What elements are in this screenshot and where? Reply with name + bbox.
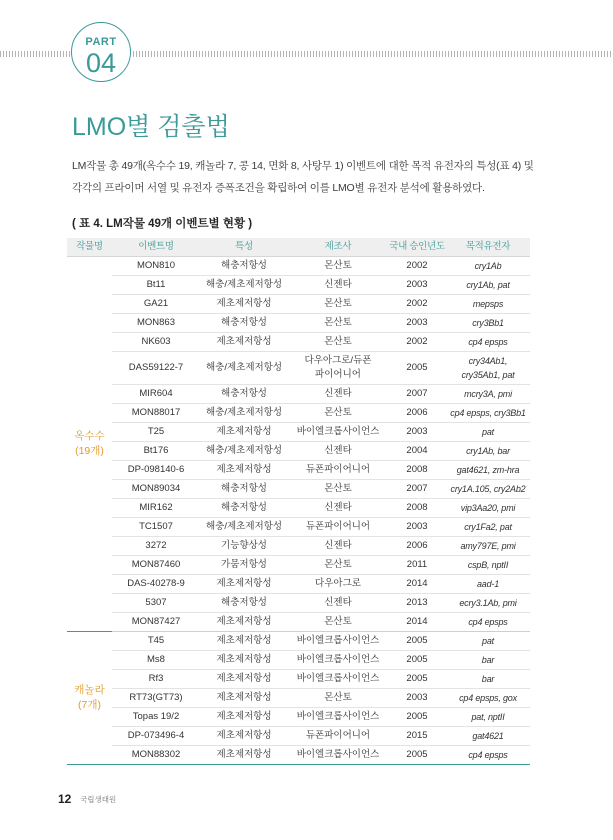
approval-year-cell: 2005: [388, 746, 446, 765]
developer-cell: 몬산토: [288, 295, 388, 314]
developer-cell: 신젠타: [288, 537, 388, 556]
event-name-cell: NK603: [112, 333, 200, 352]
target-gene-cell: ecry3.1Ab, pmi: [446, 594, 530, 613]
crop-event-count: (7개): [78, 699, 101, 711]
developer-cell: 몬산토: [288, 480, 388, 499]
target-gene-cell: cspB, nptII: [446, 556, 530, 575]
trait-cell: 제초제저항성: [200, 632, 288, 651]
target-gene-cell: cp4 epsps: [446, 333, 530, 352]
trait-cell: 해충/제초제저항성: [200, 276, 288, 295]
developer-cell: 듀폰파이어니어: [288, 727, 388, 746]
developer-cell: 듀폰파이어니어: [288, 518, 388, 537]
header-developer: 제조사: [288, 238, 388, 257]
paragraph-line: LM작물 총 49개(옥수수 19, 캐놀라 7, 콩 14, 면화 8, 사탕무 1) 이벤트에 대한 목적 유전자의 특성(표 4) 및: [72, 160, 534, 172]
approval-year-cell: 2013: [388, 594, 446, 613]
event-name-cell: MON89034: [112, 480, 200, 499]
event-name-cell: GA21: [112, 295, 200, 314]
approval-year-cell: 2007: [388, 385, 446, 404]
event-name-cell: Rf3: [112, 670, 200, 689]
event-name-cell: Bt176: [112, 442, 200, 461]
trait-cell: 제초제저항성: [200, 670, 288, 689]
header-trait: 특성: [200, 238, 288, 257]
target-gene-cell: pat: [446, 632, 530, 651]
target-gene-cell: gat4621, zm-hra: [446, 461, 530, 480]
approval-year-cell: 2006: [388, 404, 446, 423]
developer-cell: 바이엘크롭사이언스: [288, 651, 388, 670]
approval-year-cell: 2005: [388, 708, 446, 727]
paragraph-line: 각각의 프라이머 서열 및 유전자 증폭조건을 확립하여 이를 LMO별 유전자 분석에 활용하였다.: [72, 182, 485, 194]
target-gene-cell: pat: [446, 423, 530, 442]
trait-cell: 제초제저항성: [200, 746, 288, 765]
table-row: [67, 352, 530, 385]
approval-year-cell: 2014: [388, 613, 446, 632]
approval-year-cell: 2002: [388, 295, 446, 314]
dotted-rule-right: [133, 51, 613, 57]
approval-year-cell: 2005: [388, 632, 446, 651]
approval-year-cell: 2007: [388, 480, 446, 499]
table-row: [67, 480, 530, 499]
target-gene-cell: pat, nptII: [446, 708, 530, 727]
table-row: [67, 518, 530, 537]
crop-name-cell: [67, 257, 112, 632]
approval-year-cell: 2006: [388, 537, 446, 556]
header-crop: 작물명: [67, 238, 112, 257]
target-gene-cell: vip3Aa20, pmi: [446, 499, 530, 518]
header-event: 이벤트명: [112, 238, 200, 257]
approval-year-cell: 2003: [388, 689, 446, 708]
developer-cell: 신젠타: [288, 385, 388, 404]
table-row: [67, 442, 530, 461]
trait-cell: 제초제저항성: [200, 423, 288, 442]
event-name-cell: MIR162: [112, 499, 200, 518]
event-name-cell: 5307: [112, 594, 200, 613]
event-name-cell: MON87427: [112, 613, 200, 632]
target-gene-cell: cp4 epsps: [446, 746, 530, 765]
trait-cell: 해충/제초제저항성: [200, 442, 288, 461]
target-gene-cell: cry1A.105, cry2Ab2: [446, 480, 530, 499]
developer-cell: 바이엘크롭사이언스: [288, 670, 388, 689]
table-row: [67, 613, 530, 632]
approval-year-cell: 2011: [388, 556, 446, 575]
developer-cell: 몬산토: [288, 556, 388, 575]
header-approval-year: 국내 승인년도: [388, 238, 446, 257]
trait-cell: 기능향상성: [200, 537, 288, 556]
crop-name: 옥수수: [74, 430, 105, 442]
crop-name: 캐놀라: [74, 684, 105, 696]
trait-cell: 가뭄저항성: [200, 556, 288, 575]
approval-year-cell: 2015: [388, 727, 446, 746]
developer-cell: 몬산토: [288, 257, 388, 276]
table-body: [67, 257, 530, 765]
target-gene-cell: mepsps: [446, 295, 530, 314]
trait-cell: 해충저항성: [200, 314, 288, 333]
trait-cell: 해충/제초제저항성: [200, 352, 288, 385]
lm-event-table: [67, 238, 530, 765]
table-row: [67, 499, 530, 518]
event-name-cell: 3272: [112, 537, 200, 556]
table-caption: ( 표 4. LM작물 49개 이벤트별 현황 ): [72, 218, 253, 230]
approval-year-cell: 2003: [388, 276, 446, 295]
developer-cell: 바이엘크롭사이언스: [288, 746, 388, 765]
table-row: [67, 257, 530, 276]
approval-year-cell: 2014: [388, 575, 446, 594]
target-gene-cell: cry1Ab: [446, 257, 530, 276]
developer-cell: 몬산토: [288, 333, 388, 352]
trait-cell: 해충/제초제저항성: [200, 404, 288, 423]
table-row: [67, 575, 530, 594]
approval-year-cell: 2005: [388, 670, 446, 689]
event-name-cell: DAS59122-7: [112, 352, 200, 385]
target-gene-cell: cry34Ab1, cry35Ab1, pat: [446, 352, 530, 385]
target-gene-cell: cry1Ab, bar: [446, 442, 530, 461]
approval-year-cell: 2002: [388, 333, 446, 352]
trait-cell: 해충저항성: [200, 385, 288, 404]
table-row: [67, 651, 530, 670]
table-row: [67, 689, 530, 708]
target-gene-cell: mcry3A, pmi: [446, 385, 530, 404]
event-name-cell: DP-098140-6: [112, 461, 200, 480]
event-name-cell: Ms8: [112, 651, 200, 670]
trait-cell: 제초제저항성: [200, 295, 288, 314]
trait-cell: 제초제저항성: [200, 708, 288, 727]
target-gene-cell: amy797E, pmi: [446, 537, 530, 556]
trait-cell: 해충/제초제저항성: [200, 518, 288, 537]
section-title: LMO별 검출법: [72, 113, 230, 141]
target-gene-cell: cp4 epsps, cry3Bb1: [446, 404, 530, 423]
target-gene-cell: aad-1: [446, 575, 530, 594]
trait-cell: 해충저항성: [200, 594, 288, 613]
developer-cell: 바이엘크롭사이언스: [288, 423, 388, 442]
target-gene-cell: cry1Ab, pat: [446, 276, 530, 295]
event-name-cell: MON88302: [112, 746, 200, 765]
table-row: [67, 385, 530, 404]
approval-year-cell: 2003: [388, 314, 446, 333]
table-row: [67, 276, 530, 295]
table-row: [67, 314, 530, 333]
developer-cell: 다우아그로: [288, 575, 388, 594]
crop-event-count: (19개): [75, 445, 104, 457]
event-name-cell: MON88017: [112, 404, 200, 423]
event-name-cell: Topas 19/2: [112, 708, 200, 727]
table-row: [67, 708, 530, 727]
trait-cell: 제초제저항성: [200, 651, 288, 670]
intro-paragraph: [72, 155, 534, 199]
event-name-cell: T45: [112, 632, 200, 651]
event-name-cell: MON863: [112, 314, 200, 333]
table-row: [67, 537, 530, 556]
table-row: [67, 404, 530, 423]
developer-cell: 몬산토: [288, 689, 388, 708]
event-name-cell: MON87460: [112, 556, 200, 575]
event-name-cell: RT73(GT73): [112, 689, 200, 708]
approval-year-cell: 2005: [388, 352, 446, 385]
developer-cell: 신젠타: [288, 499, 388, 518]
developer-cell: 신젠타: [288, 442, 388, 461]
dotted-rule-left: [0, 51, 70, 57]
event-name-cell: Bt11: [112, 276, 200, 295]
part-badge: [71, 22, 131, 82]
table-row: [67, 632, 530, 651]
approval-year-cell: 2002: [388, 257, 446, 276]
event-name-cell: DAS-40278-9: [112, 575, 200, 594]
developer-cell: 몬산토: [288, 613, 388, 632]
table-row: [67, 594, 530, 613]
target-gene-cell: bar: [446, 651, 530, 670]
page-number: 12: [58, 792, 72, 806]
developer-cell: 바이엘크롭사이언스: [288, 708, 388, 727]
table-row: [67, 423, 530, 442]
table-row: [67, 670, 530, 689]
table-row: [67, 727, 530, 746]
approval-year-cell: 2008: [388, 499, 446, 518]
target-gene-cell: cp4 epsps: [446, 613, 530, 632]
trait-cell: 해충저항성: [200, 257, 288, 276]
target-gene-cell: gat4621: [446, 727, 530, 746]
event-name-cell: DP-073496-4: [112, 727, 200, 746]
trait-cell: 제초제저항성: [200, 333, 288, 352]
publisher-name: 국립생태원: [80, 795, 117, 804]
trait-cell: 해충저항성: [200, 499, 288, 518]
table-header: [67, 238, 530, 257]
approval-year-cell: 2008: [388, 461, 446, 480]
part-number: 04: [85, 48, 117, 78]
developer-cell: 듀폰파이어니어: [288, 461, 388, 480]
target-gene-cell: cry3Bb1: [446, 314, 530, 333]
developer-cell: 바이엘크롭사이언스: [288, 632, 388, 651]
trait-cell: 제초제저항성: [200, 613, 288, 632]
part-label: PART: [85, 36, 117, 48]
table-row: [67, 556, 530, 575]
trait-cell: 제초제저항성: [200, 689, 288, 708]
target-gene-cell: bar: [446, 670, 530, 689]
event-name-cell: MIR604: [112, 385, 200, 404]
approval-year-cell: 2005: [388, 651, 446, 670]
developer-cell: 신젠타: [288, 594, 388, 613]
developer-cell: 몬산토: [288, 404, 388, 423]
trait-cell: 제초제저항성: [200, 727, 288, 746]
target-gene-cell: cp4 epsps, gox: [446, 689, 530, 708]
trait-cell: 제초제저항성: [200, 461, 288, 480]
crop-name-cell: [67, 632, 112, 765]
target-gene-cell: cry1Fa2, pat: [446, 518, 530, 537]
developer-cell: 다우아그로/듀폰 파이어니어: [288, 352, 388, 385]
approval-year-cell: 2003: [388, 423, 446, 442]
event-name-cell: MON810: [112, 257, 200, 276]
developer-cell: 몬산토: [288, 314, 388, 333]
event-name-cell: TC1507: [112, 518, 200, 537]
table-row: [67, 461, 530, 480]
header-target-gene: 목적유전자: [446, 238, 530, 257]
trait-cell: 제초제저항성: [200, 575, 288, 594]
approval-year-cell: 2003: [388, 518, 446, 537]
developer-cell: 신젠타: [288, 276, 388, 295]
table-header-row: [67, 238, 530, 257]
table-row: [67, 333, 530, 352]
trait-cell: 해충저항성: [200, 480, 288, 499]
table-row: [67, 746, 530, 765]
event-name-cell: T25: [112, 423, 200, 442]
approval-year-cell: 2004: [388, 442, 446, 461]
table-row: [67, 295, 530, 314]
